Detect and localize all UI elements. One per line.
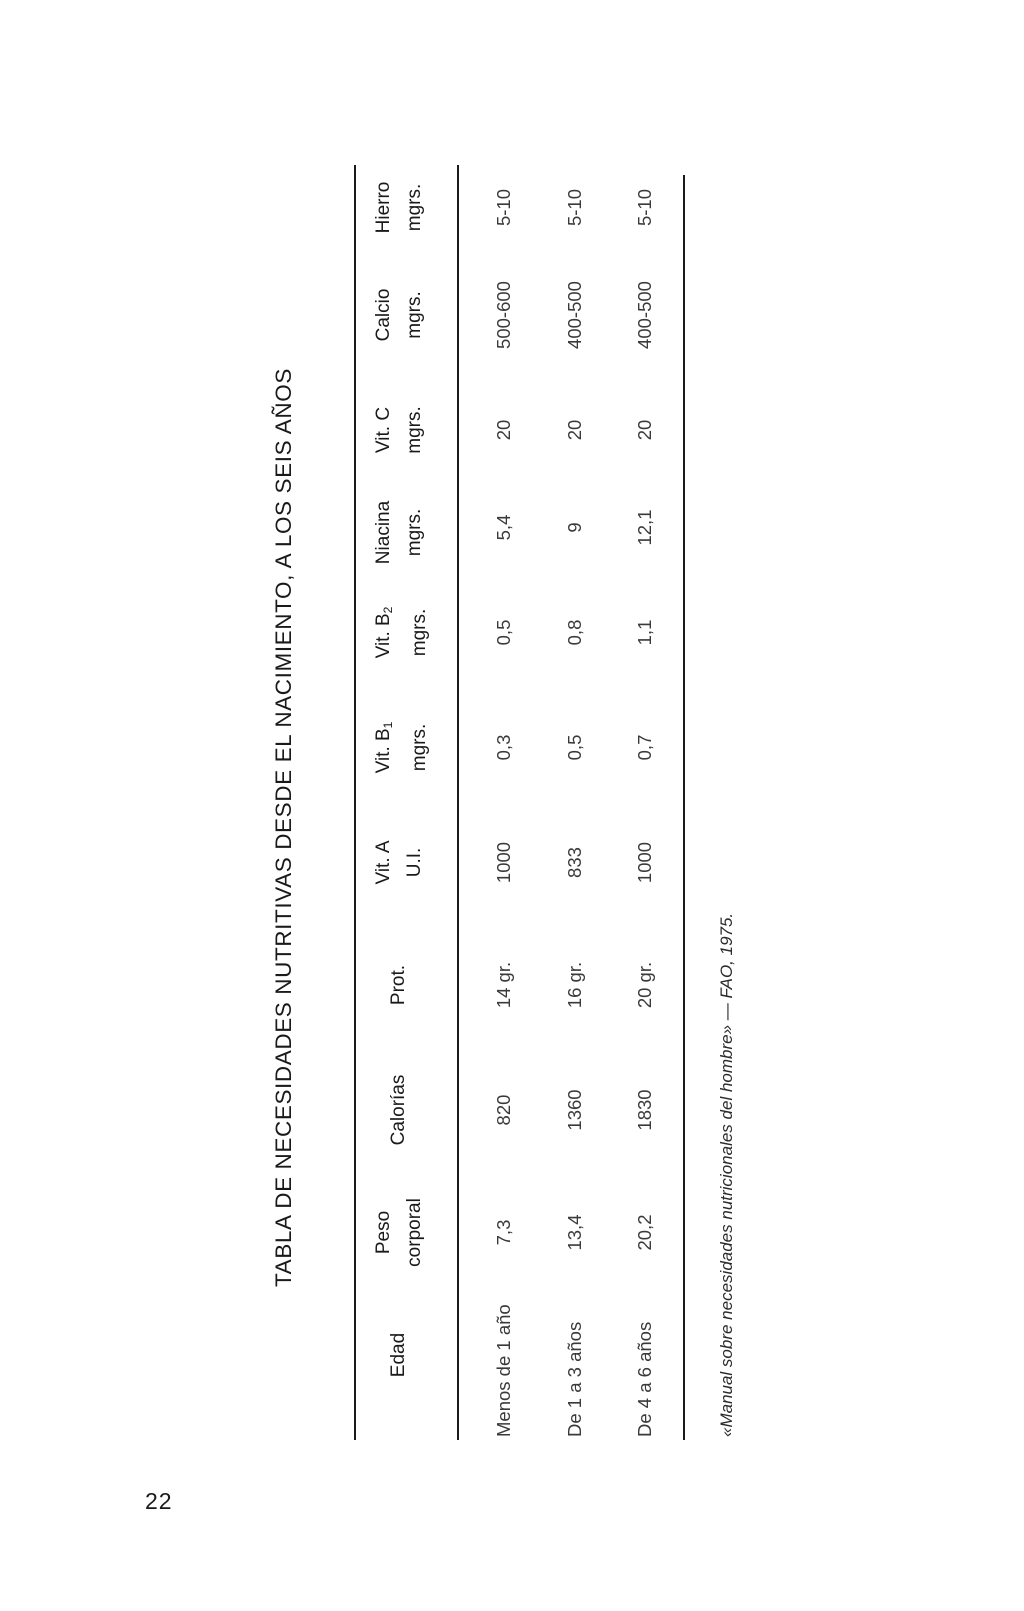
cell-vit-b1: 0,5	[564, 734, 585, 761]
cell-peso: 7,3	[493, 1219, 514, 1246]
cell-calcio: 500-600	[493, 281, 514, 349]
cell-niacina: 5,4	[493, 514, 514, 541]
cell-vit-c: 20	[634, 419, 655, 441]
header-peso-corporal: Peso corporal	[373, 1198, 425, 1267]
header-niacina: Niacina mgrs.	[373, 500, 425, 565]
table-row	[558, 155, 592, 1455]
cell-edad: Menos de 1 año	[493, 1304, 514, 1437]
cell-vit-b2: 1,1	[634, 619, 655, 646]
cell-calcio: 400-500	[634, 281, 655, 349]
table-bottom-rule	[683, 175, 685, 1440]
header-vit-a: Vit. A U.I.	[373, 840, 425, 885]
cell-calorias: 820	[493, 1094, 514, 1126]
cell-vit-b2: 0,5	[493, 619, 514, 646]
cell-prot: 14 gr.	[493, 961, 514, 1009]
header-prot: Prot.	[388, 964, 409, 1006]
rotated-table-block	[262, 155, 762, 1455]
cell-vit-b1: 0,7	[634, 734, 655, 761]
cell-calorias: 1830	[634, 1089, 655, 1131]
cell-hierro: 5-10	[564, 188, 585, 227]
table-top-rule	[354, 165, 356, 1440]
table-row	[487, 155, 521, 1455]
cell-edad: De 1 a 3 años	[564, 1321, 585, 1437]
cell-edad: De 4 a 6 años	[634, 1321, 655, 1437]
cell-vit-a: 833	[564, 847, 585, 878]
cell-peso: 13,4	[564, 1214, 585, 1251]
header-calcio: Calcio mgrs.	[373, 288, 425, 342]
header-vit-c: Vit. C mgrs.	[373, 406, 425, 454]
cell-prot: 16 gr.	[564, 961, 585, 1009]
cell-peso: 20,2	[634, 1214, 655, 1251]
header-edad: Edad	[388, 1332, 409, 1378]
table-row	[628, 155, 662, 1455]
cell-vit-b1: 0,3	[493, 734, 514, 761]
table-header-row	[368, 155, 446, 1455]
cell-vit-a: 1000	[493, 841, 514, 884]
header-vit-b2: Vit. $B_2$ mgrs.	[373, 606, 430, 659]
header-hierro: Hierro mgrs.	[373, 181, 425, 234]
cell-hierro: 5-10	[493, 188, 514, 227]
cell-calorias: 1360	[564, 1089, 585, 1131]
source-note: «Manual sobre necesidades nutricionales del hombre» — FAO, 1975.	[717, 912, 736, 1437]
cell-niacina: 12,1	[634, 509, 655, 546]
cell-hierro: 5-10	[634, 188, 655, 227]
cell-niacina: 9	[564, 522, 585, 533]
table-title: TABLA DE NECESIDADES NUTRITIVAS DESDE EL NACIMIENTO, A LOS SEIS AÑOS	[271, 368, 296, 1287]
cell-prot: 20 gr.	[634, 961, 655, 1009]
cell-vit-c: 20	[564, 419, 585, 441]
header-vit-b1: Vit. $B_1$ mgrs.	[373, 721, 430, 774]
cell-calcio: 400-500	[564, 281, 585, 349]
table-header-rule	[457, 165, 459, 1440]
cell-vit-c: 20	[493, 419, 514, 441]
cell-vit-a: 1000	[634, 841, 655, 884]
page-number: 22	[145, 1488, 173, 1514]
cell-vit-b2: 0,8	[564, 619, 585, 646]
header-calorias: Calorías	[388, 1074, 409, 1146]
